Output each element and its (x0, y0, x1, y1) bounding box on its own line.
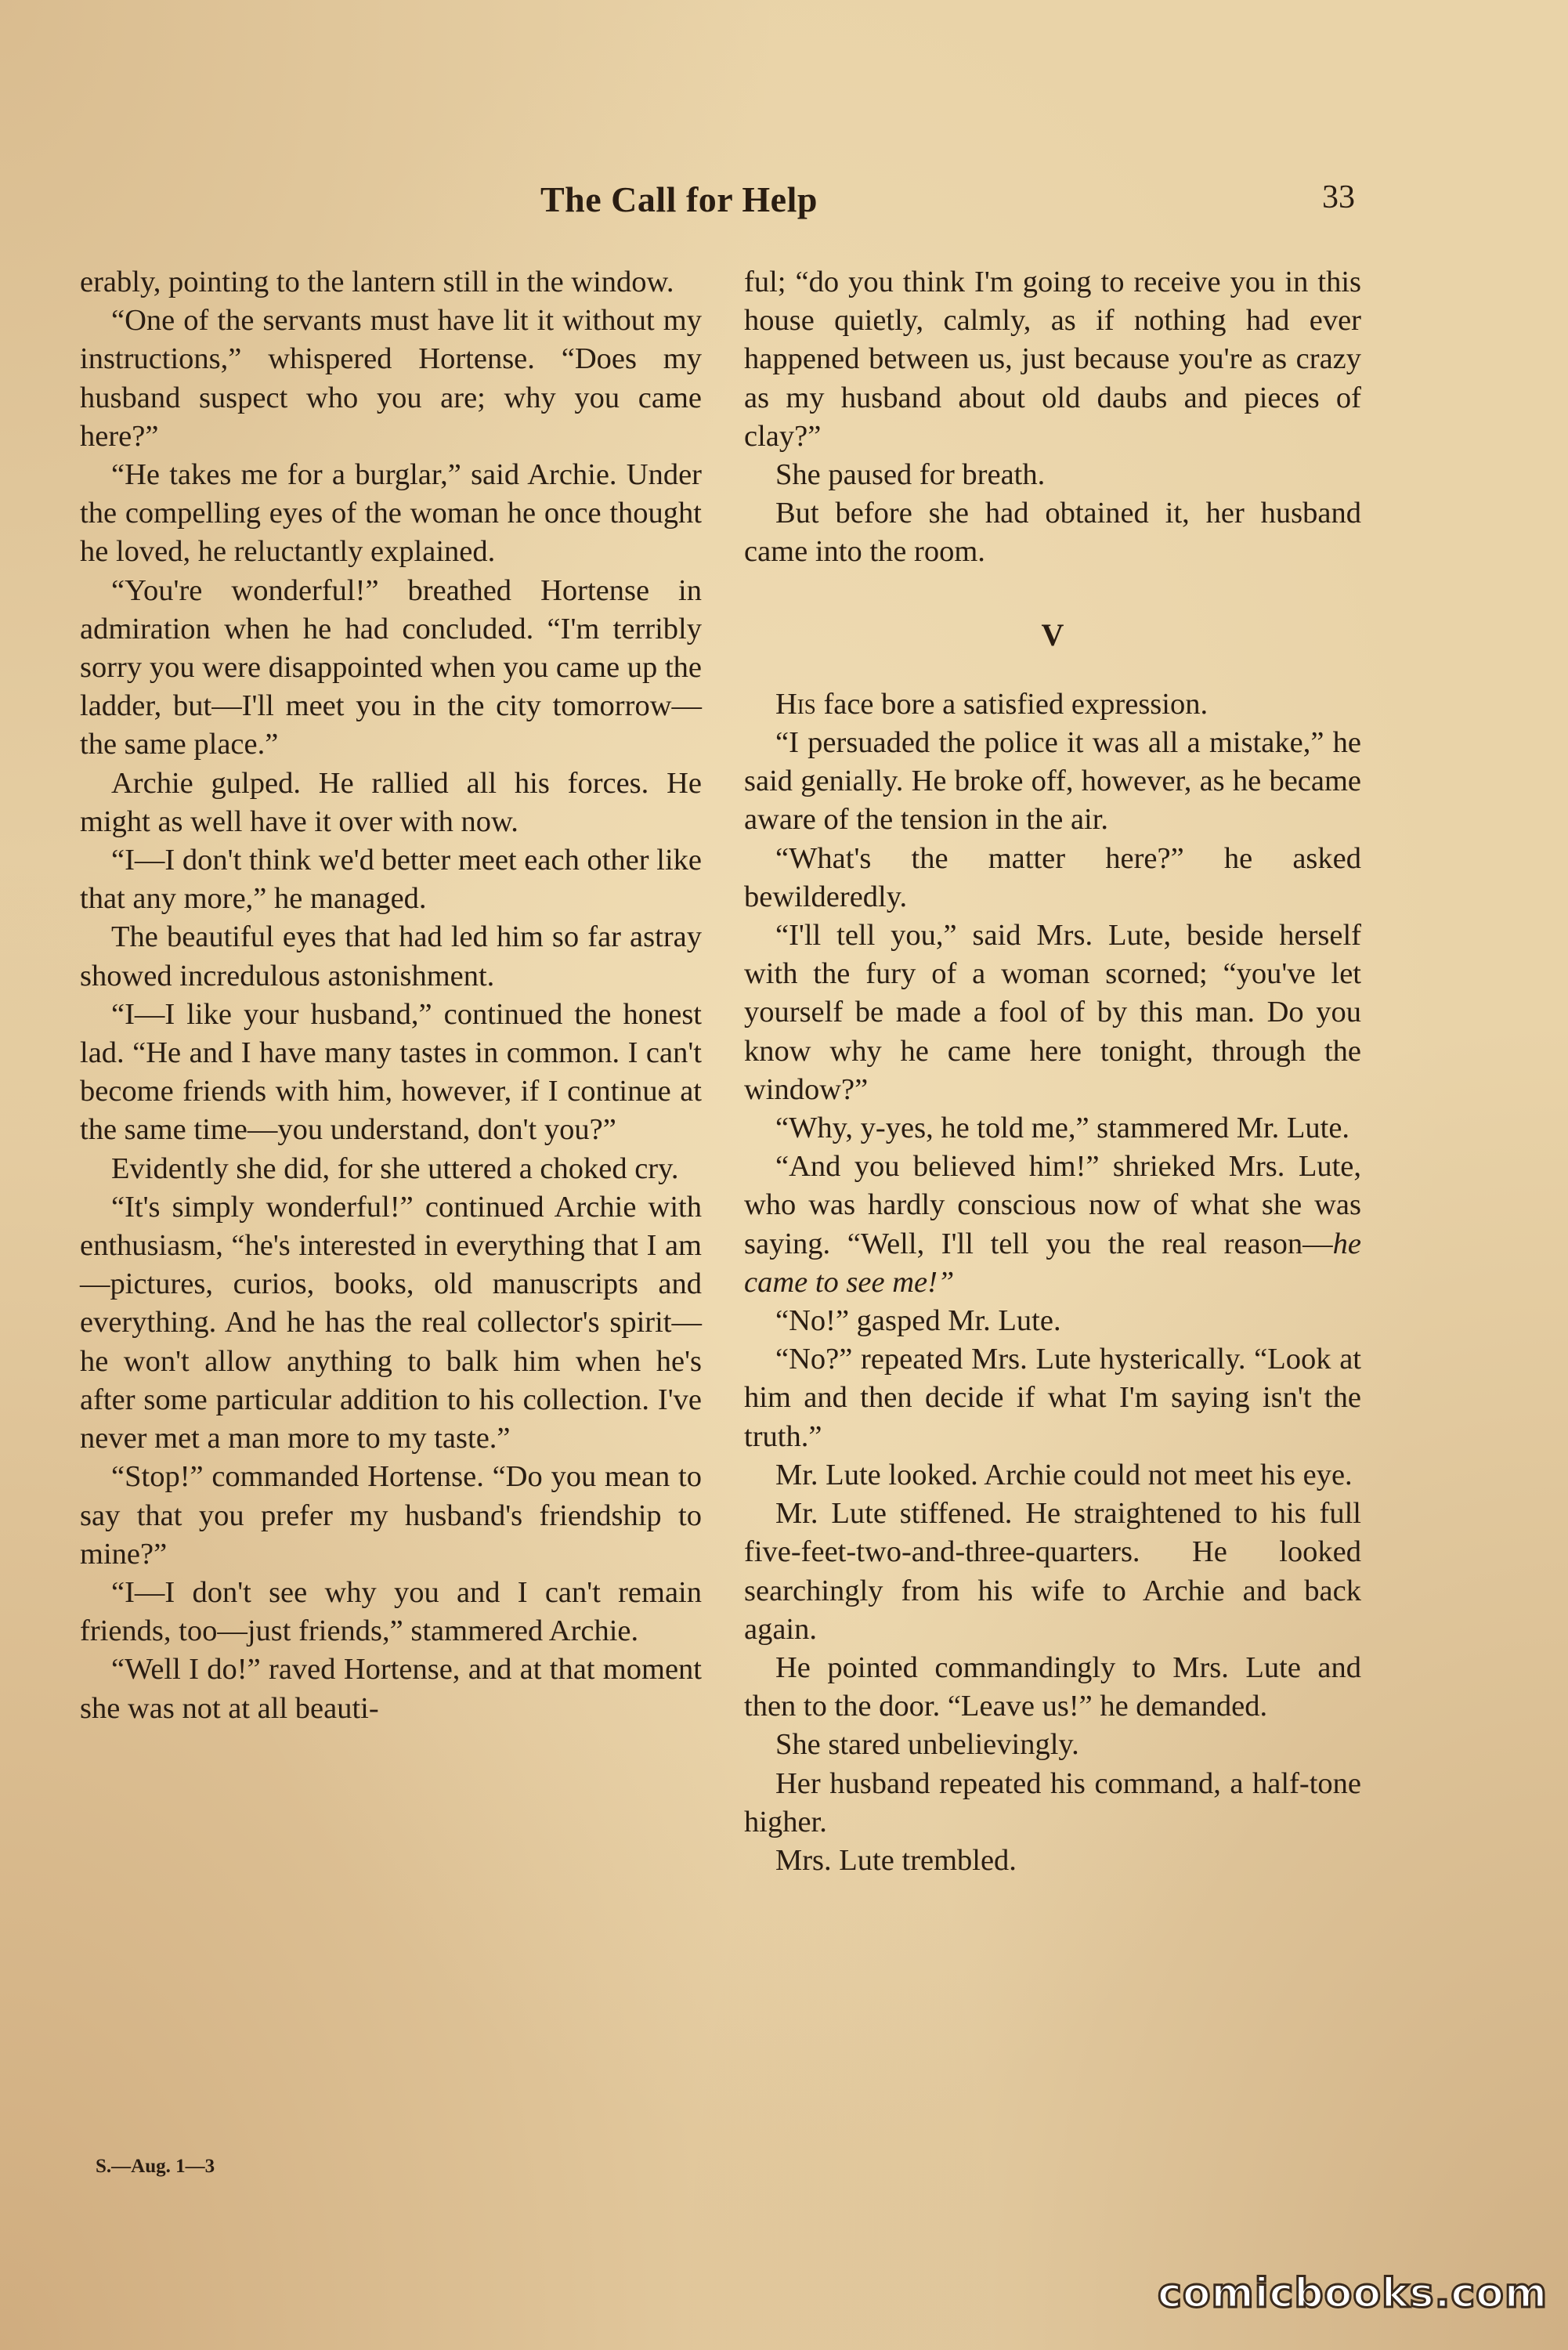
section-heading: V (1041, 616, 1064, 653)
drop-word: His (775, 687, 816, 721)
paragraph: “One of the servants must have lit it without my instructions,” whispered Hortense. “Does my husband suspect who you are; why you came here?” (80, 304, 702, 453)
paragraph: “Why, y-yes, he told me,” stammered Mr. Lute. (775, 1112, 1350, 1145)
paragraph: “He takes me for a burglar,” said Archie. Under the compelling eyes of the woman he once thought he loved, he reluctantly explained. (80, 458, 702, 569)
paragraph: Mr. Lute stiffened. He straightened to his full five-feet-two-and-three-quarters. He looked searchingly from his wife to Archie and back again. (744, 1497, 1361, 1646)
paragraph: “I'll tell you,” said Mrs. Lute, beside herself with the fury of a woman scorned; “you've let yourself be made a fool of by this man. Do you know why he came here tonight, through the window?” (744, 919, 1361, 1106)
paragraph: He pointed commandingly to Mrs. Lute and then to the door. “Leave us!” he demanded. (744, 1650, 1361, 1723)
paragraph: She stared unbelievingly. (775, 1728, 1079, 1762)
paragraph: Mr. Lute looked. Archie could not meet his eye. (775, 1458, 1353, 1491)
paragraph: Evidently she did, for she uttered a choked cry. (111, 1152, 679, 1185)
paragraph: “No!” gasped Mr. Lute. (775, 1304, 1061, 1338)
paragraph: “No?” repeated Mrs. Lute hysterically. “Look at him and then decide if what I'm saying isn't the truth.” (744, 1343, 1361, 1453)
italic-emphasis: he came to see me!” (744, 1227, 1361, 1299)
paragraph: “What's the matter here?” he asked bewilderedly. (744, 841, 1361, 913)
paragraph: “You're wonderful!” breathed Hortense in admiration when he had concluded. “I'm terribly sorry you were disappointed when you came up the ladder, but—I'll meet you in the city tomorrow—the same place.” (80, 573, 702, 761)
paragraph: “I—I don't see why you and I can't remain friends, too—just friends,” stammered Archie. (80, 1575, 702, 1648)
paragraph-text: face bore a satisfied expression. (815, 687, 1209, 721)
right-column (744, 263, 1361, 1880)
paragraph: “Stop!” commanded Hortense. “Do you mean to say that you prefer my husband's friendship to mine?” (80, 1460, 702, 1571)
paragraph: The beautiful eyes that had led him so far astray showed incredulous astonishment. (80, 920, 702, 992)
page-number: 33 (1322, 179, 1355, 215)
printer-signature-mark: S.—Aug. 1—3 (96, 2156, 215, 2177)
paragraph: “It's simply wonderful!” continued Archie with enthusiasm, “he's interested in everything that I am—pictures, curios, books, old manuscripts and everything. And he has the real collector's spirit—he won't allow anything to balk him when he's after some particular addition to his collection. I've never met a man more to my taste.” (80, 1190, 702, 1455)
paragraph: “Well I do!” raved Hortense, and at that moment she was not at all beauti- (80, 1653, 702, 1725)
paragraph: She paused for breath. (775, 458, 1046, 492)
paragraph: Mrs. Lute trembled. (775, 1843, 1017, 1877)
paragraph: “I—I like your husband,” continued the honest lad. “He and I have many tastes in common. I can't become friends with him, however, if I continue at the same time—you understand, don't you?” (80, 997, 702, 1147)
paragraph: “I persuaded the police it was all a mistake,” he said genially. He broke off, however, as he became aware of the tension in the air. (744, 726, 1361, 837)
running-header (0, 179, 1568, 233)
paragraph-text: “And you believed him!” shrieked Mrs. Lute, who was hardly conscious now of what she was saying. “Well, I'll tell you the real reason— (744, 1150, 1361, 1260)
section-opening-paragraph (744, 685, 1361, 724)
paragraph: “I—I don't think we'd better meet each other like that any more,” he managed. (80, 844, 702, 916)
paragraph: Her husband repeated his command, a half-tone higher. (744, 1766, 1361, 1838)
site-watermark: comicbooks.com (1158, 2270, 1548, 2317)
page-title: The Call for Help (540, 179, 818, 219)
paragraph: ful; “do you think I'm going to receive you in this house quietly, calmly, as if nothing had ever happened between us, just because you're as crazy as my husband about old daubs and pieces of clay?” (744, 266, 1361, 453)
paragraph: But before she had obtained it, her husband came into the room. (744, 497, 1361, 569)
left-column (80, 263, 702, 1728)
paragraph: erably, pointing to the lantern still in the window. (80, 266, 674, 298)
paragraph (744, 1148, 1361, 1302)
paragraph: Archie gulped. He rallied all his forces. He might as well have it over with now. (80, 766, 702, 838)
